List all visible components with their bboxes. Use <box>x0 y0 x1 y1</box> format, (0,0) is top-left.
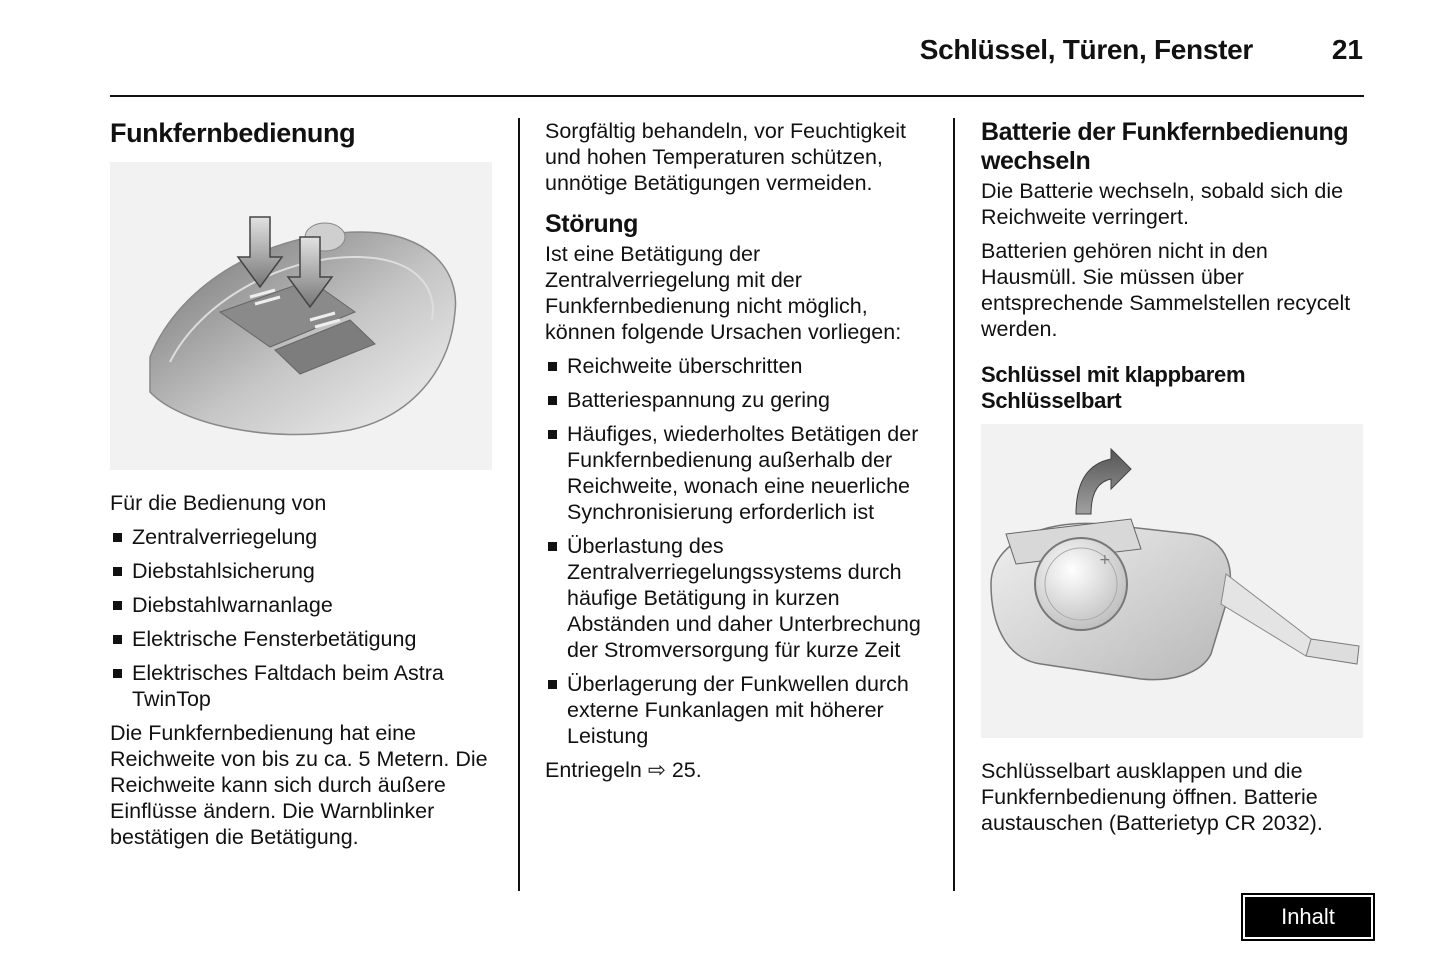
cross-reference <box>545 757 935 783</box>
function-list <box>110 524 498 712</box>
cross-reference-page-link[interactable]: 25. <box>671 758 702 782</box>
subheading-folding-key: Schlüssel mit klappbarem Schlüsselbart <box>981 362 1246 413</box>
arrow-right-icon: ⇨ <box>647 758 666 782</box>
remote-key-illustration <box>110 162 492 470</box>
section-heading-funkfernbedienung: Funkfernbedienung <box>110 118 356 148</box>
battery-paragraph-1: Die Batterie wechseln, sobald sich die Reichweite verringert. <box>981 179 1344 229</box>
list-item: Häufiges, wiederholtes Betätigen der Funkfernbedienung außerhalb der Reichweite, wonach eine neuerliche Synchronisierung erforderlich ist <box>545 421 935 525</box>
section-heading-battery: Batterie der Funkfernbedienung wechseln <box>981 118 1349 175</box>
list-item: Elektrisches Faltdach beim Astra TwinTop <box>110 660 498 712</box>
list-item: Batteriespannung zu gering <box>545 387 935 413</box>
page-header-title: Schlüssel, Türen, Fenster <box>919 34 1253 65</box>
list-item: Diebstahlwarnanlage <box>110 592 498 618</box>
list-item: Überlastung des Zentralverriegelungssystems durch häufige Betätigung in kurzen Abständen und daher Unterbrechung der Stromversorgung für kurze Zeit <box>545 533 935 663</box>
battery-replace-paragraph: Schlüsselbart ausklappen und die Funkfernbedienung öffnen. Batterie austauschen (Batterietyp CR 2032). <box>981 759 1323 835</box>
column-3 <box>981 118 1365 844</box>
care-paragraph: Sorgfältig behandeln, vor Feuchtigkeit und hohen Temperaturen schützen, unnötige Betätigungen vermeiden. <box>545 119 906 195</box>
column-2 <box>545 118 935 791</box>
cross-reference-text: Entriegeln <box>545 758 642 782</box>
fault-paragraph: Ist eine Betätigung der Zentralverriegelung mit der Funkfernbedienung nicht möglich, können folgende Ursachen vorliegen: <box>545 242 902 344</box>
column-rule-2 <box>953 118 955 891</box>
folding-key-figure <box>981 424 1363 738</box>
header-rule <box>110 95 1364 97</box>
remote-key-figure <box>110 162 492 470</box>
section-heading-stoerung: Störung <box>545 210 639 238</box>
causes-list <box>545 353 935 749</box>
svg-text:+: + <box>1099 552 1111 568</box>
battery-paragraph-2: Batterien gehören nicht in den Hausmüll. Sie müssen über entsprechende Sammelstellen recycelt werden. <box>981 239 1351 341</box>
column-1 <box>110 118 498 858</box>
intro-text: Für die Bedienung von <box>110 491 327 515</box>
page-number: 21 <box>1331 34 1363 65</box>
list-item: Reichweite überschritten <box>545 353 935 379</box>
inhalt-button[interactable]: Inhalt <box>1241 893 1375 941</box>
folding-key-battery-illustration <box>981 424 1363 738</box>
list-item: Diebstahlsicherung <box>110 558 498 584</box>
column-rule-1 <box>518 118 520 891</box>
list-item: Überlagerung der Funkwellen durch externe Funkanlagen mit höherer Leistung <box>545 671 935 749</box>
range-paragraph: Die Funkfernbedienung hat eine Reichweite von bis zu ca. 5 Metern. Die Reichweite kann sich durch äußere Einflüsse ändern. Die Warnblinker bestätigen die Betätigung. <box>110 721 488 849</box>
list-item: Zentralverriegelung <box>110 524 498 550</box>
list-item: Elektrische Fensterbetätigung <box>110 626 498 652</box>
